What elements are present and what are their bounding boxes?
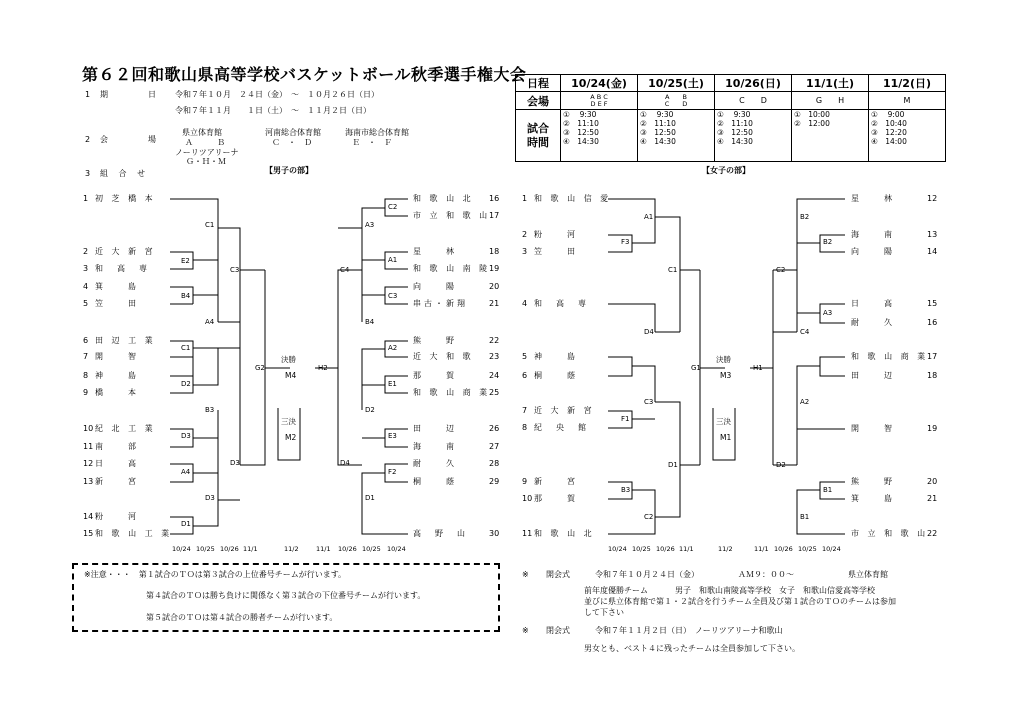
women-team-3 (522, 248, 578, 256)
women-date-label: 10/25 (798, 545, 817, 553)
men-team-21 (413, 300, 499, 308)
team-number: 7 (83, 352, 89, 361)
men-team-3 (83, 265, 150, 273)
team-name: 熊 野 (851, 477, 895, 486)
team-name: 高 野 山 (413, 529, 468, 538)
team-number: 3 (522, 247, 528, 256)
team-number: 5 (522, 352, 528, 361)
team-number: 20 (927, 477, 938, 486)
match-code: D3 (181, 432, 191, 440)
team-name: 耐 久 (851, 318, 895, 327)
team-number: 6 (83, 336, 89, 345)
women-team-22 (851, 530, 937, 538)
women-date-label: 11/1 (754, 545, 769, 553)
women-team-2 (522, 231, 578, 239)
team-name: 向 陽 (851, 247, 895, 256)
team-name: 笠 田 (534, 247, 578, 256)
team-number: 1 (83, 194, 89, 203)
match-code: D1 (668, 461, 678, 469)
team-number: 9 (83, 388, 89, 397)
women-date-label: 10/26 (656, 545, 675, 553)
match-code: A3 (823, 309, 833, 317)
women-team-8 (522, 424, 589, 432)
schedule-venue-label: 会場 (516, 92, 561, 110)
schedule-times-1: ① 9:30 ② 11:10 ③ 12:50 ④ 14:30 (561, 110, 638, 162)
venue-2-courts: Ｃ ・ Ｄ (272, 138, 312, 147)
match-code: C1 (205, 221, 215, 229)
schedule-times-5: ① 9:00 ② 10:40 ③ 12:20 ④ 14:00 (869, 110, 946, 162)
open-date: 令和７年１０月２４日（金） (595, 570, 699, 579)
women-team-11 (522, 530, 595, 538)
open-place: 県立体育館 (848, 570, 888, 579)
men-final-label: 決勝 (281, 355, 296, 364)
men-team-27 (413, 443, 499, 451)
match-code: A4 (181, 468, 191, 476)
match-code: C2 (776, 266, 786, 274)
women-third-code: M1 (720, 433, 732, 442)
match-code: C3 (388, 292, 398, 300)
women-team-14 (851, 248, 937, 256)
open-label: 開会式 (546, 570, 570, 579)
team-name: 耐 久 (413, 459, 457, 468)
men-team-2 (83, 248, 156, 256)
match-code: D2 (776, 461, 786, 469)
match-code: A2 (800, 398, 810, 406)
match-code: E1 (388, 380, 397, 388)
team-number: 22 (489, 336, 500, 345)
schedule-time-label: 試合 時間 (516, 110, 561, 162)
team-name: 和 歌 山 商 業 (413, 388, 491, 397)
team-name: 開 智 (851, 424, 895, 433)
men-center (265, 270, 362, 465)
team-name: 和 歌 山 北 (534, 529, 595, 538)
women-team-13 (851, 231, 937, 239)
match-code: D1 (365, 494, 375, 502)
women-team-5 (522, 353, 578, 361)
team-name: 近 大 新 宮 (534, 406, 595, 415)
men-team-20 (413, 283, 499, 291)
match-code: B3 (205, 406, 215, 414)
team-number: 16 (927, 318, 938, 327)
close-note: 男女とも、ベスト４に残ったチームは全員参加して下さい。 (584, 644, 800, 653)
women-date-label: 11/2 (718, 545, 733, 553)
women-team-1 (522, 195, 611, 203)
men-team-5 (83, 300, 139, 308)
match-code: D3 (205, 494, 215, 502)
team-name: 星 林 (413, 247, 457, 256)
schedule-venue-4: G H (792, 92, 869, 110)
match-code: G2 (255, 364, 265, 372)
team-name: 初 芝 橋 本 (95, 194, 156, 203)
match-code: E2 (181, 257, 190, 265)
match-code: C3 (644, 398, 654, 406)
team-name: 粉 河 (534, 230, 578, 239)
team-number: 1 (522, 194, 528, 203)
team-number: 24 (489, 371, 500, 380)
team-number: 8 (83, 371, 89, 380)
men-team-9 (83, 389, 139, 397)
match-code: B2 (800, 213, 810, 221)
women-left-top (608, 199, 700, 332)
team-number: 7 (522, 406, 528, 415)
women-date-label: 10/24 (608, 545, 627, 553)
men-team-12 (83, 460, 139, 468)
men-team-1 (83, 195, 156, 203)
women-left-bot (608, 270, 700, 534)
prev-line3: して下さい (584, 608, 624, 617)
men-date-label: 11/1 (316, 545, 331, 553)
team-name: 紀 北 工 業 (95, 424, 156, 433)
match-code: E3 (388, 432, 397, 440)
team-number: 29 (489, 477, 500, 486)
men-team-10 (83, 425, 156, 433)
team-name: 箕 島 (851, 494, 895, 503)
men-third-code: M2 (285, 433, 297, 442)
women-team-7 (522, 407, 595, 415)
match-code: G1 (691, 364, 701, 372)
team-name: 串古・新翔 (413, 299, 468, 308)
team-number: 10 (522, 494, 533, 503)
schedule-date-4: 11/1(土) (792, 75, 869, 92)
schedule-venue-1: A B C D E F (561, 92, 638, 110)
men-team-4 (83, 283, 139, 291)
women-team-15 (851, 300, 937, 308)
women-team-16 (851, 319, 937, 327)
team-number: 15 (83, 529, 94, 538)
women-third-label: 三決 (716, 417, 731, 426)
match-code: D4 (340, 459, 350, 467)
women-team-18 (851, 372, 937, 380)
team-number: 16 (489, 194, 500, 203)
match-code: D4 (644, 328, 654, 336)
team-number: 27 (489, 442, 500, 451)
draw-num: 3 (85, 169, 91, 178)
period-line1: 令和７年１０月 ２４日（金） ～ １０月２６日（日） (175, 90, 379, 99)
team-name: 新 宮 (95, 477, 139, 486)
match-code: C2 (644, 513, 654, 521)
team-name: 南 部 (95, 442, 139, 451)
team-number: 17 (927, 352, 938, 361)
team-number: 4 (83, 282, 89, 291)
team-number: 3 (83, 264, 89, 273)
close-label: 閉会式 (546, 626, 570, 635)
team-name: 神 島 (95, 371, 139, 380)
team-number: 14 (83, 512, 94, 521)
team-number: 12 (927, 194, 938, 203)
prev-teams: 男子 和歌山南陵高等学校 女子 和歌山信愛高等学校 (675, 586, 875, 595)
men-heading: 【男子の部】 (265, 166, 313, 175)
team-number: 19 (489, 264, 500, 273)
team-name: 橋 本 (95, 388, 139, 397)
team-number: 21 (489, 299, 500, 308)
venue-2: 河南総合体育館 (265, 128, 321, 137)
note-line-3: 第５試合のＴＯは第４試合の勝者チームが行います。 (146, 613, 338, 622)
men-date-label: 10/25 (196, 545, 215, 553)
team-name: 和 高 専 (95, 264, 150, 273)
women-team-10 (522, 495, 578, 503)
team-name: 和 歌 山 商 業 (851, 352, 929, 361)
match-code: H1 (753, 364, 763, 372)
team-number: 15 (927, 299, 938, 308)
schedule-date-label: 日程 (516, 75, 561, 92)
team-name: 星 林 (851, 194, 895, 203)
team-number: 17 (489, 211, 500, 220)
period-num: 1 (85, 90, 91, 99)
venue-3: 海南市総合体育館 (345, 128, 409, 137)
women-team-19 (851, 425, 937, 433)
men-team-8 (83, 372, 139, 380)
team-number: 11 (83, 442, 94, 451)
team-number: 18 (489, 247, 500, 256)
men-team-25 (413, 389, 499, 397)
women-heading: 【女子の部】 (702, 166, 750, 175)
close-mark: ※ (522, 626, 529, 635)
men-team-17 (413, 212, 499, 220)
team-number: 8 (522, 423, 528, 432)
team-name: 那 賀 (534, 494, 578, 503)
women-date-label: 10/24 (822, 545, 841, 553)
match-code: B1 (823, 486, 833, 494)
team-name: 箕 島 (95, 282, 139, 291)
team-name: 海 南 (851, 230, 895, 239)
women-team-17 (851, 353, 937, 361)
team-name: 田 辺 (851, 371, 895, 380)
venue-num: 2 (85, 135, 91, 144)
schedule-times-4: ① 10:00 ② 12:00 (792, 110, 869, 162)
team-number: 2 (83, 247, 89, 256)
men-team-22 (413, 337, 499, 345)
women-right-bot (773, 357, 845, 534)
men-team-7 (83, 353, 139, 361)
team-name: 桐 蔭 (413, 477, 457, 486)
team-number: 19 (927, 424, 938, 433)
team-number: 30 (489, 529, 500, 538)
team-name: 日 高 (95, 459, 139, 468)
match-code: A2 (388, 344, 398, 352)
team-name: 田 辺 工 業 (95, 336, 156, 345)
men-team-23 (413, 353, 499, 361)
team-name: 那 賀 (413, 371, 457, 380)
team-name: 近 大 新 宮 (95, 247, 156, 256)
prev-label: 前年度優勝チーム (584, 586, 648, 595)
team-name: 日 高 (851, 299, 895, 308)
women-team-21 (851, 495, 937, 503)
team-name: 近 大 和 歌 (413, 352, 474, 361)
men-team-29 (413, 478, 499, 486)
team-number: 18 (927, 371, 938, 380)
team-number: 6 (522, 371, 528, 380)
venue-label: 会 場 (100, 135, 164, 144)
women-team-6 (522, 372, 578, 380)
men-team-30 (413, 530, 499, 538)
open-time: ＡＭ９：００～ (738, 570, 794, 579)
match-code: H2 (318, 364, 328, 372)
men-date-label: 10/26 (338, 545, 357, 553)
men-left-top (170, 199, 240, 465)
team-name: 市 立 和 歌 山 (413, 211, 491, 220)
team-number: 25 (489, 388, 500, 397)
venue-1-courts: Ａ Ｂ (185, 138, 225, 147)
schedule-venue-5: M (869, 92, 946, 110)
match-code: D1 (181, 520, 191, 528)
match-code: A4 (205, 318, 215, 326)
men-third-label: 三決 (281, 417, 296, 426)
team-number: 20 (489, 282, 500, 291)
team-name: 和 歌 山 工 業 (95, 529, 173, 538)
men-bracket-lines (170, 199, 408, 534)
open-mark: ※ (522, 570, 529, 579)
match-code: D3 (230, 459, 240, 467)
team-name: 粉 河 (95, 512, 139, 521)
schedule-times-2: ① 9:30 ② 11:10 ③ 12:50 ④ 14:30 (638, 110, 715, 162)
men-date-label: 10/26 (220, 545, 239, 553)
prev-line2: 並びに県立体育館で第１・２試合を行うチーム全員及び第１試合のＴＯのチームは参加 (584, 597, 896, 606)
match-code: B4 (181, 292, 191, 300)
match-codes (181, 203, 832, 528)
match-code: C4 (340, 266, 350, 274)
team-name: 開 智 (95, 352, 139, 361)
schedule-date-2: 10/25(土) (638, 75, 715, 92)
venue-3-courts: Ｅ ・ Ｆ (352, 138, 392, 147)
team-name: 和 高 専 (534, 299, 589, 308)
match-code: F1 (621, 415, 630, 423)
match-code: A1 (644, 213, 654, 221)
match-code: D2 (365, 406, 375, 414)
men-team-6 (83, 337, 156, 345)
women-team-4 (522, 300, 589, 308)
close-date: 令和７年１１月２日（日） ノーリツアリーナ和歌山 (595, 626, 783, 635)
women-final-label: 決勝 (716, 355, 731, 364)
men-team-13 (83, 478, 139, 486)
men-right-top (338, 199, 408, 322)
match-code: D2 (181, 380, 191, 388)
period-line2: 令和７年１１月 １日（土） ～ １１月２日（日） (175, 106, 371, 115)
match-code: C2 (388, 203, 398, 211)
men-team-28 (413, 460, 499, 468)
team-number: 14 (927, 247, 938, 256)
team-number: 10 (83, 424, 94, 433)
match-code: B3 (621, 486, 631, 494)
men-team-18 (413, 248, 499, 256)
women-date-label: 11/1 (679, 545, 694, 553)
match-code: C1 (181, 344, 191, 352)
period-label: 期 日 (100, 90, 164, 99)
schedule-date-5: 11/2(日) (869, 75, 946, 92)
men-right-bot (362, 341, 408, 534)
men-date-label: 11/2 (284, 545, 299, 553)
team-name: 和 歌 山 北 (413, 194, 474, 203)
venue-4-courts: Ｇ・Ｈ・Ｍ (186, 157, 226, 166)
match-code: B1 (800, 513, 810, 521)
team-name: 和 歌 山 南 陵 (413, 264, 491, 273)
team-name: 笠 田 (95, 299, 139, 308)
men-team-16 (413, 195, 499, 203)
match-code: C1 (668, 266, 678, 274)
women-date-label: 10/25 (632, 545, 651, 553)
team-number: 22 (927, 529, 938, 538)
team-name: 紀 央 館 (534, 423, 589, 432)
men-team-15 (83, 530, 172, 538)
match-code: B2 (823, 238, 833, 246)
women-final-code: M3 (720, 371, 732, 380)
schedule-times-3: ① 9:30 ② 11:10 ③ 12:50 ④ 14:30 (715, 110, 792, 162)
team-number: 9 (522, 477, 528, 486)
team-number: 11 (522, 529, 533, 538)
team-number: 23 (489, 352, 500, 361)
team-name: 向 陽 (413, 282, 457, 291)
team-name: 和 歌 山 信 愛 (534, 194, 612, 203)
match-code: A3 (365, 221, 375, 229)
team-name: 熊 野 (413, 336, 457, 345)
note-line-2: 第４試合のＴＯは勝ち負けに関係なく第３試合の下位番号チームが行います。 (146, 591, 426, 600)
schedule-date-1: 10/24(金) (561, 75, 638, 92)
team-number: 21 (927, 494, 938, 503)
women-date-label: 10/26 (774, 545, 793, 553)
page-title: 第６２回和歌山県高等学校バスケットボール秋季選手権大会 (82, 65, 527, 84)
team-number: 26 (489, 424, 500, 433)
women-team-9 (522, 478, 578, 486)
men-team-26 (413, 425, 499, 433)
schedule-date-3: 10/26(日) (715, 75, 792, 92)
schedule-venue-2: A B C D (638, 92, 715, 110)
team-number: 28 (489, 459, 500, 468)
match-code: A1 (388, 256, 398, 264)
team-number: 13 (927, 230, 938, 239)
team-name: 桐 蔭 (534, 371, 578, 380)
team-name: 田 辺 (413, 424, 457, 433)
women-team-12 (851, 195, 937, 203)
team-number: 5 (83, 299, 89, 308)
men-final-code: M4 (285, 371, 297, 380)
draw-label: 組 合 せ (100, 169, 150, 178)
venue-1: 県立体育館 (182, 128, 222, 137)
team-number: 4 (522, 299, 528, 308)
men-date-label: 10/24 (172, 545, 191, 553)
team-name: 市 立 和 歌 山 (851, 529, 929, 538)
men-date-label: 10/25 (362, 545, 381, 553)
team-number: 12 (83, 459, 94, 468)
women-bracket-lines (608, 199, 845, 534)
men-team-14 (83, 513, 139, 521)
match-code: C3 (230, 266, 240, 274)
match-code: F3 (621, 238, 630, 246)
men-date-label: 11/1 (243, 545, 258, 553)
note-line-1: ※注意・・・ 第１試合のＴＯは第３試合の上位番号チームが行います。 (84, 570, 347, 579)
men-team-24 (413, 372, 499, 380)
venue-4: ノーリツアリーナ (175, 148, 239, 157)
team-name: 海 南 (413, 442, 457, 451)
women-team-20 (851, 478, 937, 486)
men-team-11 (83, 443, 139, 451)
match-code: F2 (388, 468, 397, 476)
match-code: C4 (800, 328, 810, 336)
men-date-label: 10/24 (387, 545, 406, 553)
schedule-venue-3: C D (715, 92, 792, 110)
match-code: B4 (365, 318, 375, 326)
team-name: 神 島 (534, 352, 578, 361)
team-number: 2 (522, 230, 528, 239)
men-team-19 (413, 265, 499, 273)
team-name: 新 宮 (534, 477, 578, 486)
team-number: 13 (83, 477, 94, 486)
